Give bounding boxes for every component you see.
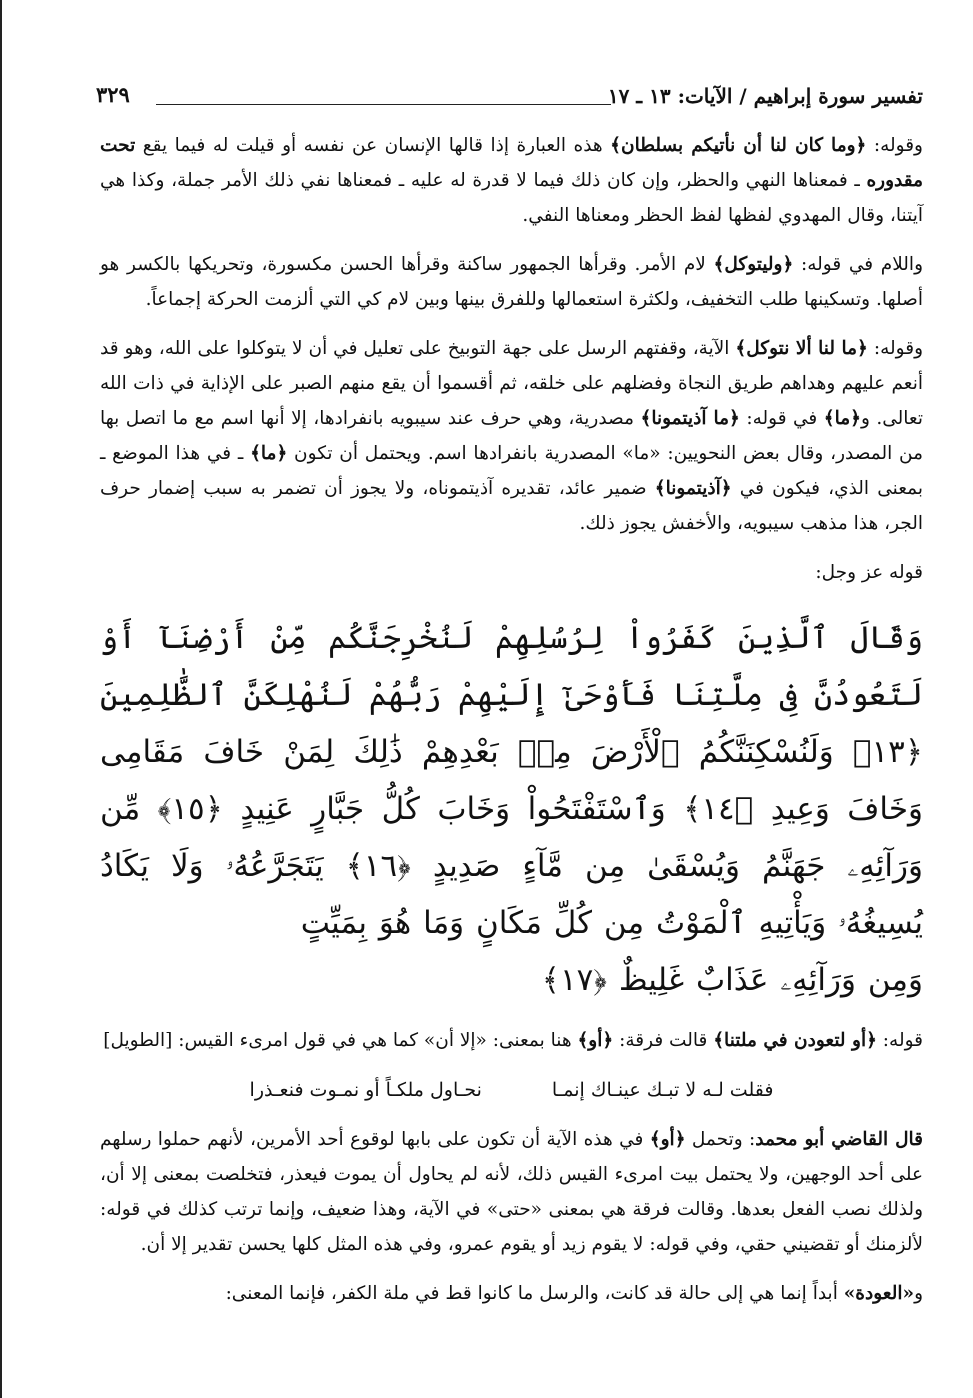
text-run: و bbox=[914, 1283, 923, 1304]
text-run: : وتحمل bbox=[685, 1129, 756, 1150]
quoted-verse: ﴿أو لتعودن في ملتنا﴾ bbox=[713, 1030, 877, 1051]
paragraph-2 bbox=[100, 247, 923, 317]
header-title: تفسير سورة إبراهيم / الآيات: ١٣ ـ ١٧ bbox=[607, 84, 923, 108]
quoted-verse: ﴿ما آذيتمونا﴾ bbox=[640, 408, 740, 429]
text-run: وقوله: bbox=[866, 135, 923, 156]
text-run: أبداً إنما هي إلى حالة قد كانت، والرسل ما كانوا قط في ملة الكفر، فإنما المعنى: bbox=[225, 1283, 844, 1304]
paragraph-7 bbox=[100, 1276, 923, 1311]
paragraph-3 bbox=[100, 331, 923, 541]
quoted-verse: ﴿آذيتمونا﴾ bbox=[654, 478, 732, 499]
text-run: قوله: bbox=[876, 1030, 923, 1051]
quran-verses-block bbox=[100, 610, 923, 1009]
quoted-verse: ﴿وليتوكل﴾ bbox=[713, 254, 794, 275]
paragraph-1 bbox=[100, 128, 923, 233]
text-run: مصدرية، وهي حرف عند سيبويه بانفرادها، إلا أنها اسم مع ما اتصل بها من المصدر، وقال بعض النحويين: «ما» المصدرية بانفرادها اسم. ويحتمل أن تكون bbox=[100, 408, 923, 464]
paragraph-6 bbox=[100, 1122, 923, 1262]
text-run: هذه العبارة إذا قالها الإنسان عن نفسه أو قيلت له فيما يقع bbox=[135, 135, 611, 156]
text-run: لام الأمر. وقرأها الجمهور ساكنة وقرأها الحسن مكسورة، وتحريكها بالكسر هو أصلها. وتسكينها طلب التخفيف، ولكثرة استعمالها وللفرق بينها وبين لام كي التي ألزمت الحركة إجماعاً. bbox=[100, 254, 923, 310]
text-run: الآية، وقفتهم الرسل على جهة التوبيخ على تعليل في أن لا يتوكلوا على الله، وهو قد أنعم عليهم وهداهم طريق النجاة وفضلهم على خلقه، ثم أقسموا أن يقع منهم الصبر على الإذاية في ذات الله تعالى. و bbox=[100, 338, 924, 429]
quran-verse-last-line: وَمِن وَرَآئِهِۦ عَذَابٌ غَلِيظٌ ﴿١٧﴾ bbox=[541, 962, 923, 998]
page-binding-edge bbox=[0, 0, 2, 1398]
text-run: في قوله: bbox=[739, 408, 824, 429]
poetry-verse bbox=[100, 1072, 923, 1108]
text-run: ـ فمعناها النهي والحظر، وإن كان ذلك فيما لا قدرة له عليه ـ فمعناها نفي ذلك الأمر جملة، وكذا هي آيتنا، وقال المهدوي لفظها لفظ الحظر ومعناها النفي. bbox=[100, 170, 923, 226]
quran-verses-text: وَقَالَ ٱلَّذِينَ كَفَرُواْ لِرُسُلِهِمْ لَنُخْرِجَنَّكُم مِّنْ أَرْضِنَآ أَوْ لَتَعُودُنَّ فِى مِلَّتِنَا فَأَوْحَىٰٓ إِلَيْهِمْ رَبُّهُمْ لَنُهْلِكَنَّ ٱلظَّٰلِمِينَ ﴿١٣﴾ وَلَنُسْكِنَنَّكُمُ ٱلْأَرْضَ مِنۢ بَعْدِهِمْ ذَٰلِكَ لِمَنْ خَافَ مَقَامِى وَخَافَ وَعِيدِ ﴿١٤﴾ وَٱسْتَفْتَحُواْ وَخَابَ كُلُّ جَبَّارٍ عَنِيدٍ ﴿١٥﴾ مِّن وَرَآئِهِۦ جَهَنَّمُ وَيُسْقَىٰ مِن مَّآءٍ صَدِيدٍ ﴿١٦﴾ يَتَجَرَّعُهُۥ وَلَا يَكَادُ يُسِيغُهُۥ وَيَأْتِيهِ ٱلْمَوْتُ مِن كُلِّ مَكَانٍ وَمَا هُوَ بِمَيِّتٍ bbox=[100, 620, 924, 941]
text-run: وقوله: bbox=[867, 338, 924, 359]
page-body bbox=[100, 128, 923, 1325]
quoted-verse: ﴿ما﴾ bbox=[823, 408, 861, 429]
running-header bbox=[96, 80, 923, 120]
header-rule bbox=[156, 104, 611, 105]
page-number: ٣٢٩ bbox=[96, 82, 130, 107]
quoted-verse: ﴿وما كان لنا أن نأتيكم بسلطان﴾ bbox=[610, 135, 867, 156]
quoted-verse: ﴿ما لنا ألا نتوكل﴾ bbox=[735, 338, 868, 359]
text-run: ـ في هذا الموضع ـ بمعنى الذي، فيكون في bbox=[100, 443, 923, 499]
text-run: هنا بمعنى: «إلا أن» كما هي في قول امرىء القيس: [الطويل] bbox=[103, 1030, 578, 1051]
quoted-verse: ﴿أو﴾ bbox=[577, 1030, 614, 1051]
text-run: قالت فرقة: bbox=[613, 1030, 714, 1051]
bold-phrase: تحت مقدوره bbox=[100, 135, 923, 191]
bold-phrase: «العودة» bbox=[843, 1283, 915, 1304]
speaker-name: قال القاضي أبو محمد bbox=[755, 1129, 923, 1150]
quoted-verse: ﴿ما﴾ bbox=[250, 443, 288, 464]
text-run: ضمير عائد، تقديره آذيتموناه، ولا يجوز أن تضمر به سبب إضمار حرف الجر، هذا مذهب سيبويه، والأخفش يجوز ذلك. bbox=[100, 478, 923, 534]
quoted-verse: ﴿أو﴾ bbox=[649, 1129, 686, 1150]
text-run: واللام في قوله: bbox=[793, 254, 924, 275]
poem-hemistich-1: فقلت لـه لا تبـك عينـاك إنمـا bbox=[551, 1079, 774, 1101]
poem-hemistich-2: نحـاول ملكـاً أو نمـوت فنعـذرا bbox=[249, 1079, 482, 1101]
paragraph-5 bbox=[100, 1023, 923, 1058]
text-run: في هذه الآية أن تكون على بابها لوقوع أحد الأمرين، لأنهم حملوا رسلهم على أحد الوجهين، ولا يحتمل بيت امرىء القيس ذلك، لأنه لم يحاول أن يموت فيعذر، فتخلصت بمعنى إلا أن، ولذلك نصب الفعل بعدها. وقالت فرقة هي بمعنى «حتى» في الآية، وهذا ضعيف، وإنما ترتب كذلك في قوله: لألزمنك أو تقضيني حقي، وفي قوله: لا يقوم زيد أو يقوم عمرو، وفي هذه المثل كلها يحسن تقدير إلا أن. bbox=[100, 1129, 923, 1255]
verse-intro: قوله عز وجل: bbox=[815, 562, 923, 583]
